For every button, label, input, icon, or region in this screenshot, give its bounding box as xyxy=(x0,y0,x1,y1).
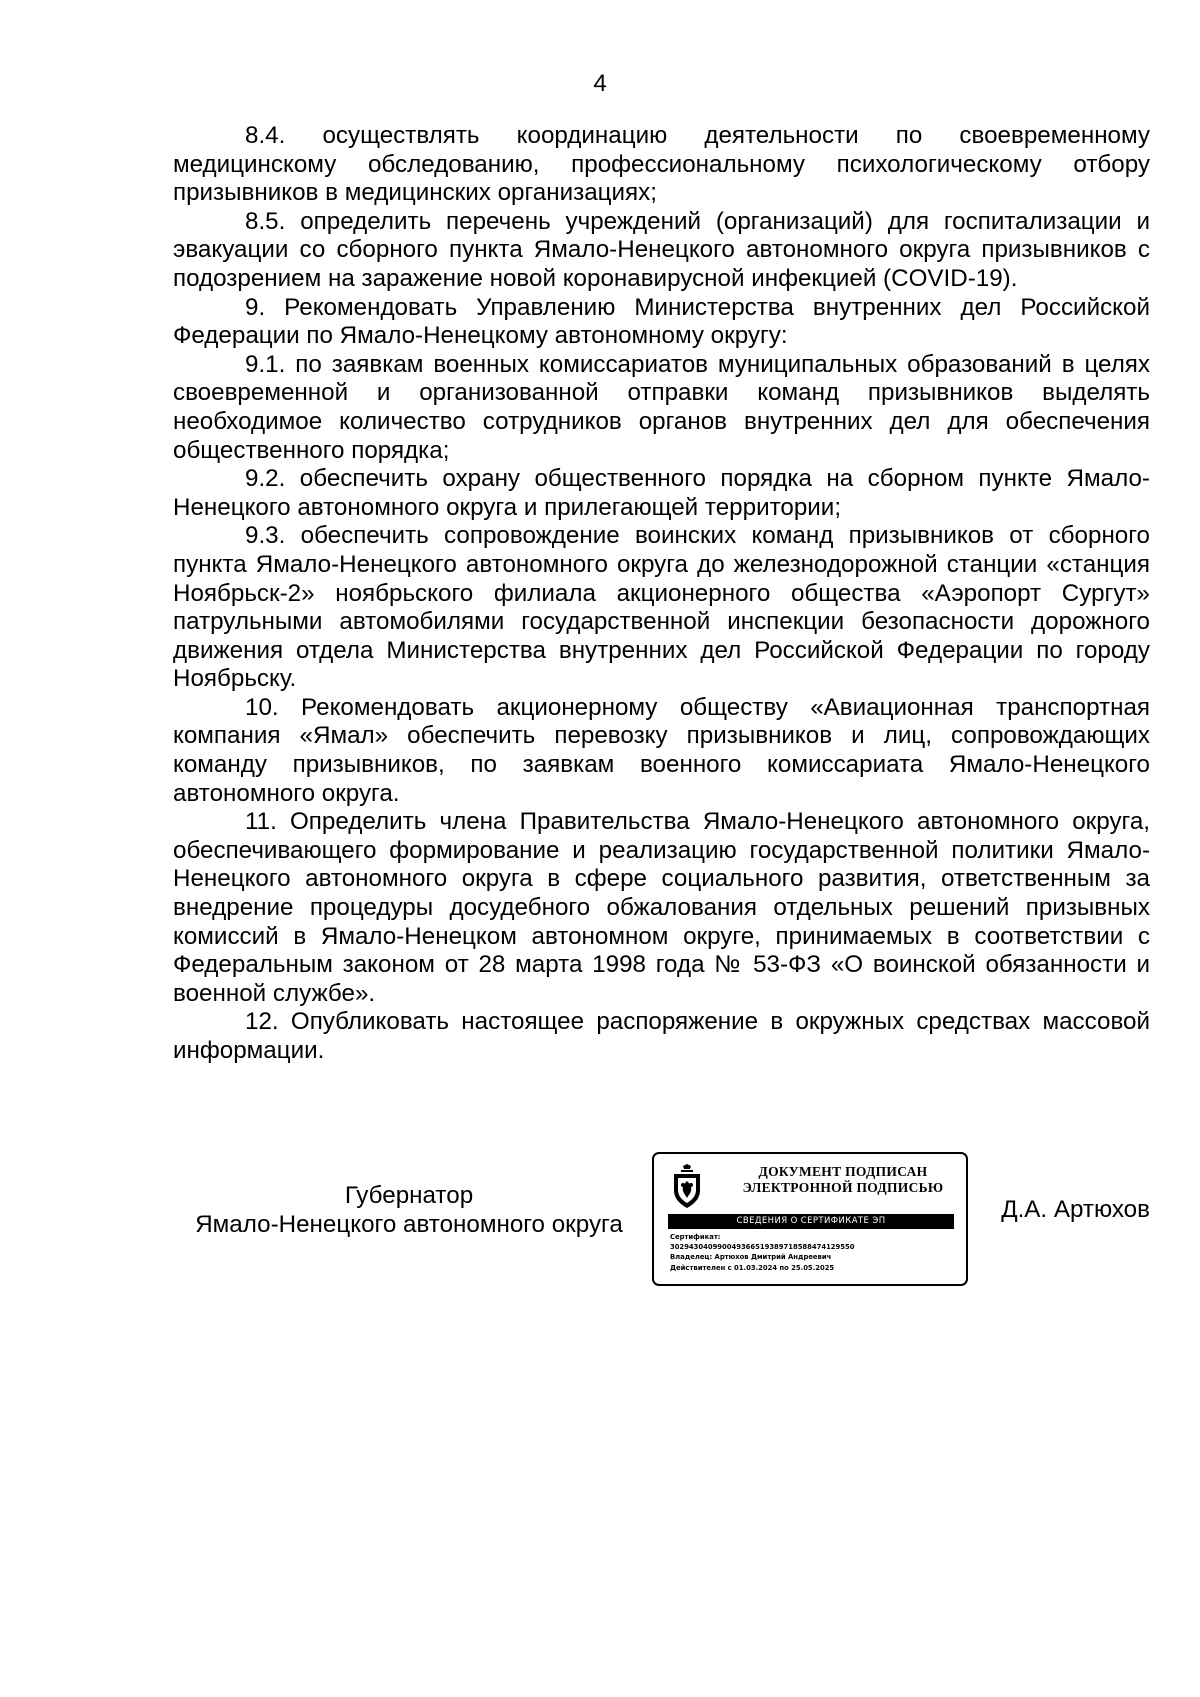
paragraph-8-4: 8.4. осуществлять координацию деятельности по своевременному медицинскому обследованию, профессиональному психологическому отбору призывников в медицинских организациях; xyxy=(173,122,1150,207)
stamp-title xyxy=(726,1164,960,1196)
stamp-title-line-2: ЭЛЕКТРОННОЙ ПОДПИСЬЮ xyxy=(742,1180,944,1195)
paragraph-9: 9. Рекомендовать Управлению Министерства внутренних дел Российской Федерации по Ямало-Ненецкому автономному округу: xyxy=(173,293,1150,350)
signatory-name: Д.А. Артюхов xyxy=(1001,1196,1150,1223)
paragraph-10: 10. Рекомендовать акционерному обществу «Авиационная транспортная компания «Ямал» обеспечить перевозку призывников и лиц, сопровождающих команду призывников, по заявкам военного комиссариата Ямало-Ненецкого автономного округа. xyxy=(173,693,1150,807)
paragraph-12: 12. Опубликовать настоящее распоряжение в окружных средствах массовой информации. xyxy=(173,1008,1150,1064)
signatory-position xyxy=(173,1182,645,1239)
signatory-position-region: Ямало-Ненецкого автономного округа xyxy=(195,1210,623,1238)
document-body xyxy=(173,122,1150,1066)
signatory-position-title: Губернатор xyxy=(344,1182,474,1209)
certificate-validity: Действителен с 01.03.2024 по 25.05.2025 xyxy=(670,1263,835,1272)
certificate-number: 302943040990049366519389718588474129550 xyxy=(670,1243,855,1252)
signature-block xyxy=(0,1152,1200,1292)
paragraph-8-5: 8.5. определить перечень учреждений (организаций) для госпитализации и эвакуации со сборного пункта Ямало-Ненецкого автономного округа призывников с подозрением на заражение новой коронавирусной инфекцией (COVID-19). xyxy=(173,207,1150,292)
certificate-header: СВЕДЕНИЯ О СЕРТИФИКАТЕ ЭП xyxy=(668,1214,954,1229)
paragraph-11: 11. Определить члена Правительства Ямало-Ненецкого автономного округа, обеспечивающего формирование и реализацию государственной политики Ямало-Ненецкого автономного округа в сфере социального развития, ответственным за внедрение процедуры досудебного обжалования отдельных решений призывных комиссий в Ямало-Ненецком автономном округе, принимаемых в соответствии с Федеральным законом от 28 марта 1998 года № 53-ФЗ «О воинской обязанности и военной службе». xyxy=(173,808,1150,1007)
yamal-coat-of-arms-icon xyxy=(670,1164,704,1210)
certificate-label: Сертификат: xyxy=(670,1233,721,1241)
paragraph-9-1: 9.1. по заявкам военных комиссариатов муниципальных образований в целях своевременной и организованной отправки команд призывников выделять необходимое количество сотрудников органов внутренних дел для обеспечения общественного порядка; xyxy=(173,350,1150,464)
stamp-title-line-1: ДОКУМЕНТ ПОДПИСАН xyxy=(758,1164,928,1179)
paragraph-9-3: 9.3. обеспечить сопровождение воинских команд призывников от сборного пункта Ямало-Ненецкого автономного округа до железнодорожной станции «станция Ноябрьск-2» ноябрьского филиала акционерного общества «Аэропорт Сургут» патрульными автомобилями государственной инспекции безопасности дорожного движения отдела Министерства внутренних дел Российской Федерации по городу Ноябрьску. xyxy=(173,522,1150,693)
certificate-owner: Владелец: Артюхов Дмитрий Андреевич xyxy=(670,1253,832,1262)
electronic-signature-stamp xyxy=(652,1152,968,1286)
page-number: 4 xyxy=(593,70,607,97)
paragraph-9-2: 9.2. обеспечить охрану общественного порядка на сборном пункте Ямало-Ненецкого автономного округа и прилегающей территории; xyxy=(173,465,1150,521)
certificate-details xyxy=(670,1232,960,1273)
